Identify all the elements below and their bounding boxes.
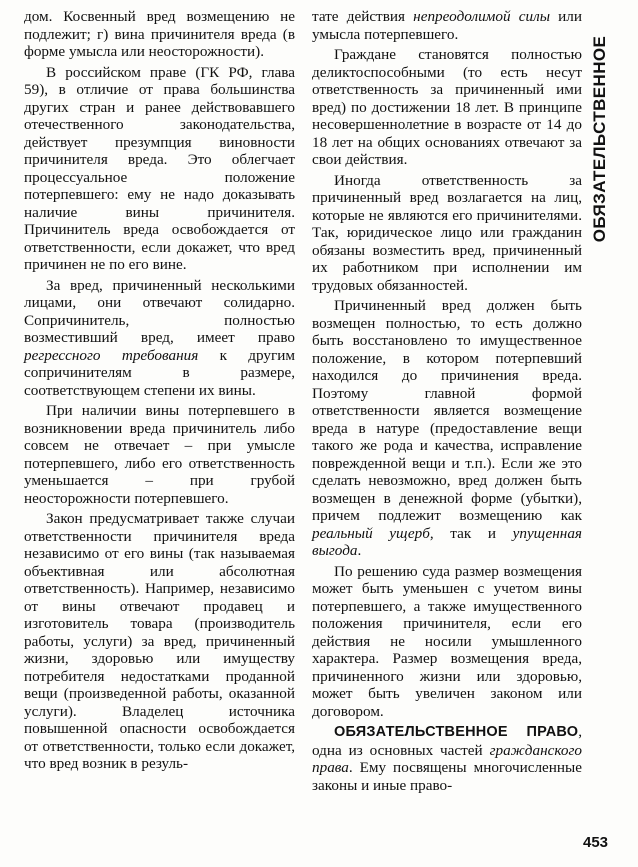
text-run: Закон предусматривает также случаи ответственности причинителя вреда независимо от его вины (так называемая объективная или абсолютная ответственность). Например, независимо от вины отвечают продавец и изготовитель товара (производитель работы, услуги) за вред, причиненный жизни, здоровью или имуществу потребителя недостатками проданной вещи (произведенной работы, оказанной услуги). Владелец источника повышенной опасности освобождается от ответственности, только если докажет, что вред возник в резуль-	[24, 510, 295, 772]
right-column-paragraph	[312, 723, 582, 794]
headword: ОБЯЗАТЕЛЬСТВЕННОЕ ПРАВО	[334, 724, 579, 740]
left-column-paragraph	[24, 402, 295, 507]
right-column-paragraph	[312, 8, 582, 43]
left-column	[24, 8, 295, 776]
text-run: При наличии вины потерпевшего в возникновении вреда причинитель либо совсем не отвечает – при умысле потерпевшего, либо его ответственность уменьшается – при грубой неосторожности потерпевшего.	[24, 402, 295, 507]
italic-term: реальный ущерб	[312, 524, 430, 542]
text-run: По решению суда размер возмещения может быть уменьшен с учетом вины потерпевшего, а также имущественного положения причинителя, если его действия не носили умышленного характера. Размер возмещения вреда, причиненного жизни или здоровью, может быть увеличен законом или договором.	[312, 562, 582, 720]
italic-term: регрессного требования	[24, 346, 199, 364]
page-number: 453	[583, 834, 609, 851]
text-run: Причиненный вред должен быть возмещен полностью, то есть должно быть восстановлено то имущественное положение, в котором потерпевший находился до причинения вреда. Поэтому главной формой ответственности является возмещение вреда в натуре (предоставление вещи такого же рода и качества, исправление поврежденной вещи и т.п.). Если же это сделать невозможно, вред должен быть возмещен в денежной форме (убытки), причем подлежит возмещению как	[312, 297, 582, 524]
italic-term: упущенная выгода	[312, 524, 582, 559]
text-run: к другим сопричинителям в размере, соответствующем степени их вины.	[24, 346, 295, 399]
left-column-paragraph	[24, 277, 295, 400]
text-run: Иногда ответственность за причиненный вред возлагается на лиц, которые не являются его причинителями. Так, юридическое лицо или гражданин обязаны возместить вред, причиненный их работником при исполнении им трудовых обязанностей.	[312, 171, 582, 294]
text-run: Граждане становятся полностью деликтоспособными (то есть несут ответственность за причиненный ими вред) по достижении 18 лет. В принципе несовершеннолетние в возрасте от 14 до 18 лет на общих основаниях отвечают за свои действия.	[312, 46, 582, 168]
section-side-tab	[585, 14, 615, 264]
right-column-paragraph	[312, 297, 582, 560]
text-run: .	[357, 542, 362, 559]
right-column	[312, 8, 582, 797]
italic-term: гражданского права	[312, 741, 582, 776]
right-column-paragraph	[312, 563, 582, 721]
left-column-paragraph	[24, 8, 295, 61]
text-run: . Ему посвящены многочисленные законы и иные право-	[312, 759, 582, 794]
section-side-label: ОБЯЗАТЕЛЬСТВЕННОЕ	[590, 35, 609, 243]
text-run: За вред, причиненный несколькими лицами, они отвечают солидарно. Сопричинитель, полностью возместивший вред, имеет право	[24, 276, 295, 346]
text-run: или умысла потерпевшего.	[312, 8, 582, 43]
text-run: дом. Косвенный вред возмещению не подлежит; г) вина причинителя вреда (в форме умысла или неосторожности).	[24, 8, 295, 60]
text-run: , одна из основных частей	[312, 723, 582, 759]
text-run: тате действия	[312, 8, 414, 25]
right-column-paragraph	[312, 46, 582, 169]
right-column-paragraph	[312, 172, 582, 295]
text-run: , так и	[429, 524, 513, 542]
left-column-paragraph	[24, 64, 295, 274]
text-run: В российском праве (ГК РФ, глава 59), в отличие от права большинства других стран и ранее действовавшего отечественного законодательства, действует презумпция виновности причинителя вреда. Это облегчает процессуальное положение потерпевшего: ему не надо доказывать наличие вины причинителя. Причинитель вреда освобождается от ответственности, если докажет, что вред причинен не по его вине.	[24, 63, 295, 273]
left-column-paragraph	[24, 510, 295, 773]
italic-term: непреодолимой силы	[413, 8, 550, 25]
